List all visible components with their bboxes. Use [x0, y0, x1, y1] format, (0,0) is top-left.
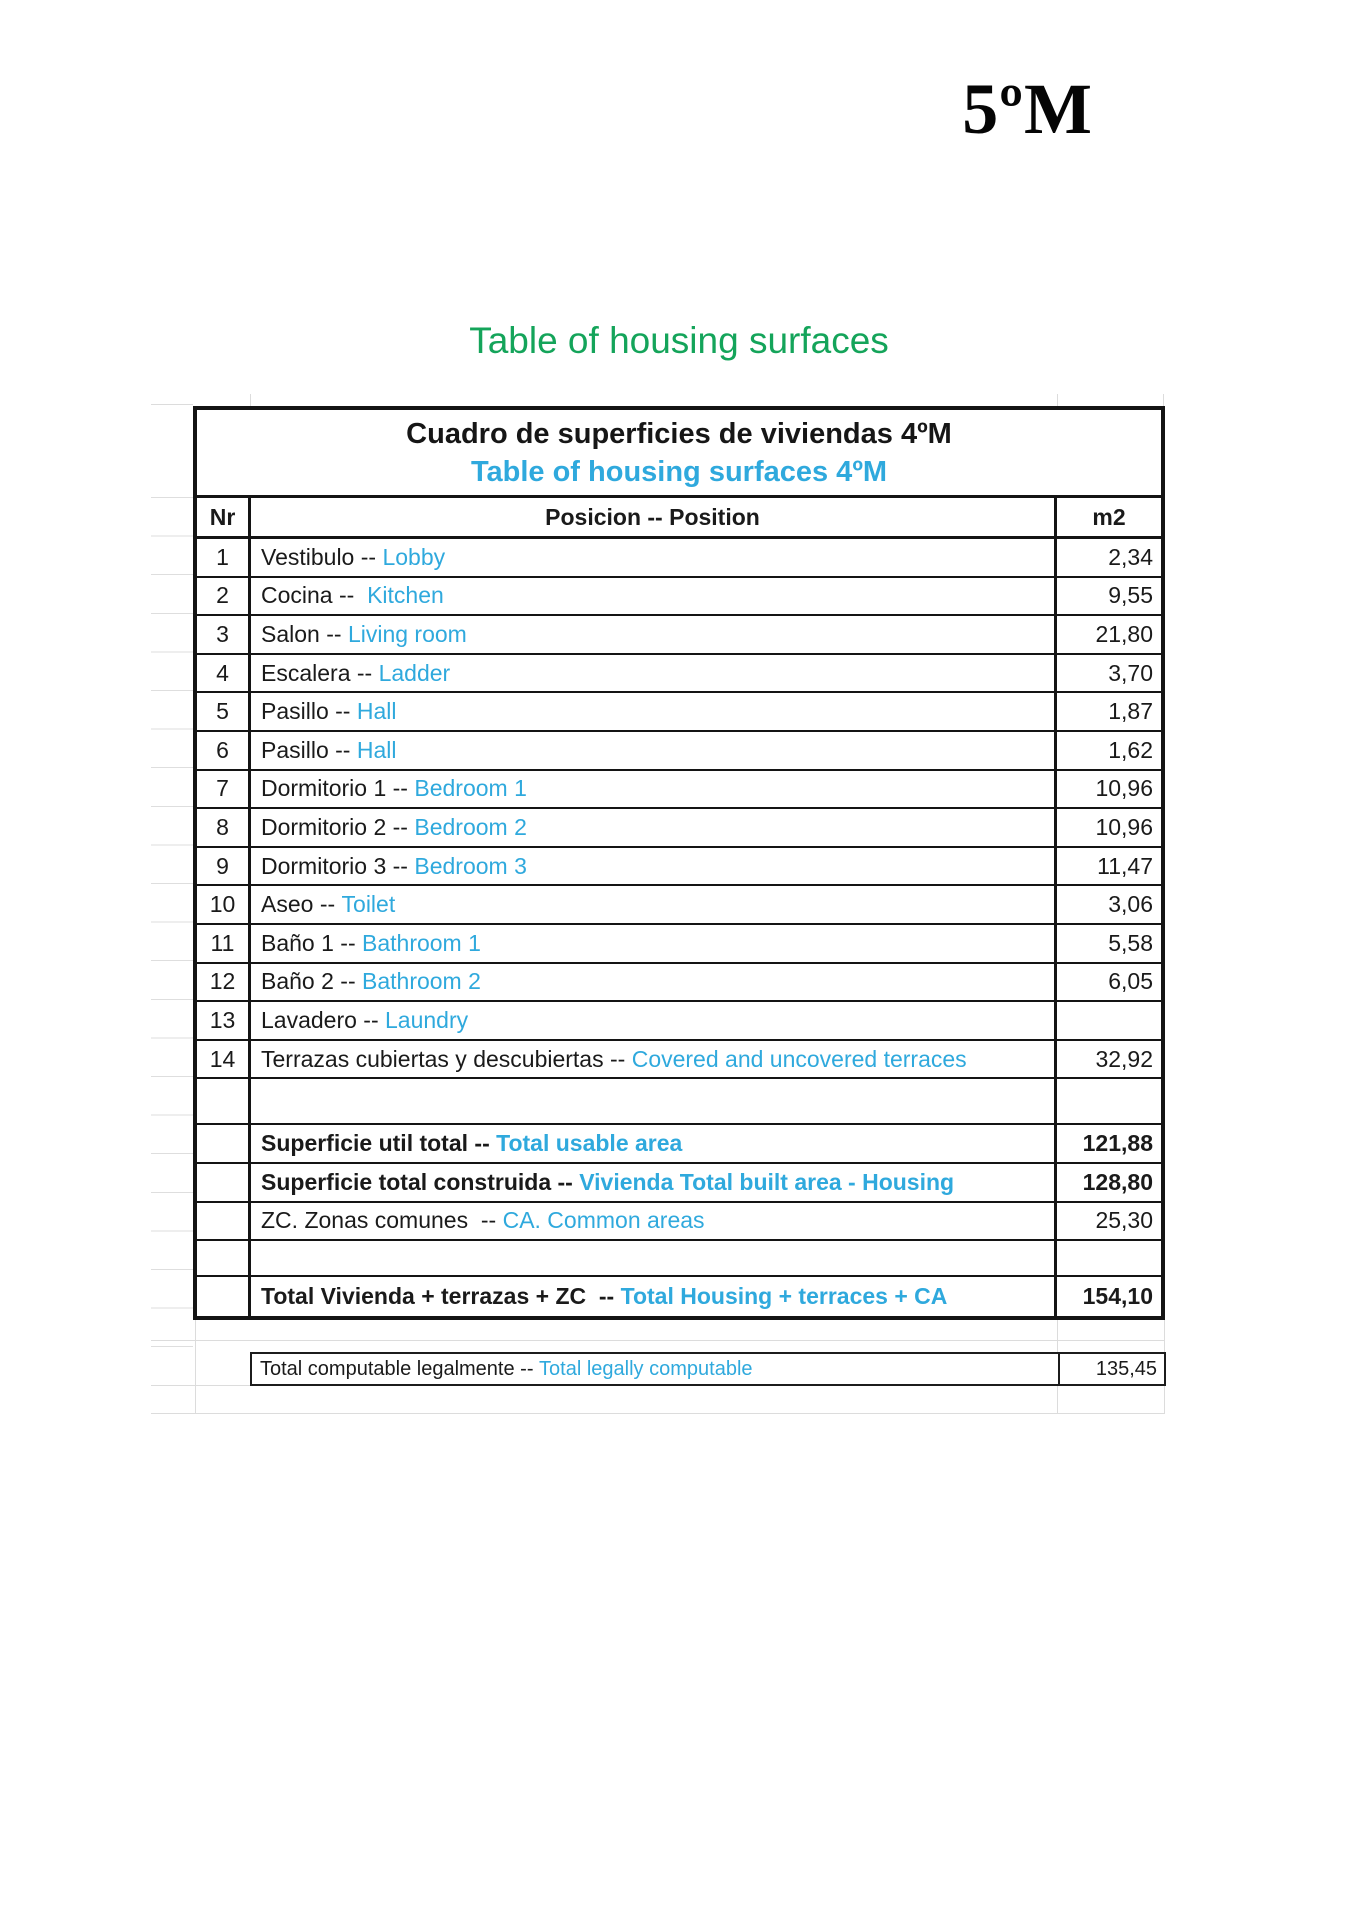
gridline — [1164, 1386, 1165, 1414]
table-row — [197, 925, 1161, 964]
row-label-english: Bedroom 1 — [414, 775, 527, 802]
row-label-english: Living room — [347, 620, 467, 647]
row-label-spanish: Baño 2 -- — [261, 968, 362, 995]
row-m2: 10,96 — [1054, 771, 1161, 808]
row-label-english: Vivienda Total built area - Housing — [579, 1168, 955, 1195]
row-label-english: Toilet — [341, 891, 396, 918]
row-label-english: Kitchen — [367, 582, 444, 609]
row-m2: 25,30 — [1054, 1203, 1161, 1240]
row-m2: 10,96 — [1054, 809, 1161, 846]
row-label-spanish: Dormitorio 1 -- — [261, 775, 415, 802]
row-label — [251, 732, 1054, 769]
total-label-spanish: Total Vivienda + terrazas + ZC -- — [261, 1283, 621, 1310]
row-m2: 9,55 — [1054, 578, 1161, 615]
row-label-english: Laundry — [385, 1006, 469, 1033]
header-cell-position: Posicion -- Position — [545, 503, 760, 530]
row-m2: 11,47 — [1054, 848, 1161, 885]
row-nr: 7 — [197, 771, 251, 808]
row-label-english: Hall — [356, 736, 397, 763]
table-row — [197, 964, 1161, 1003]
row-m2: 1,87 — [1054, 693, 1161, 730]
row-m2: 121,88 — [1054, 1125, 1161, 1162]
row-label-spanish: Pasillo -- — [261, 698, 357, 725]
row-nr: 14 — [197, 1041, 251, 1078]
gridline — [151, 404, 193, 405]
row-label-english: Bathroom 2 — [362, 968, 481, 995]
table-row — [197, 693, 1161, 732]
legally-computable-row — [250, 1352, 1166, 1386]
table-row — [197, 732, 1161, 771]
header-cell-m2: m2 — [1054, 498, 1161, 536]
row-label — [251, 1002, 1054, 1039]
table-row — [197, 848, 1161, 887]
page-corner-mark: 5ºM — [962, 69, 1093, 149]
gridline — [1057, 394, 1058, 406]
row-label-spanish: ZC. Zonas comunes -- — [261, 1207, 503, 1234]
row-label — [251, 539, 1054, 576]
gridline — [151, 1413, 1165, 1414]
row-label-english: Bedroom 2 — [414, 813, 527, 840]
row-nr — [197, 1203, 251, 1240]
total-label-english: Total Housing + terraces + CA — [620, 1283, 948, 1310]
row-label-spanish: Baño 1 -- — [261, 929, 362, 956]
gridline — [250, 394, 251, 406]
row-label — [251, 1164, 1054, 1201]
row-m2: 3,70 — [1054, 655, 1161, 692]
row-m2: 5,58 — [1054, 925, 1161, 962]
row-nr: 9 — [197, 848, 251, 885]
footer-label-english: Total legally computable — [539, 1357, 753, 1380]
row-m2: 1,62 — [1054, 732, 1161, 769]
row-nr: 2 — [197, 578, 251, 615]
row-nr: 3 — [197, 616, 251, 653]
row-label-english: Ladder — [378, 659, 451, 686]
row-label-english: Covered and uncovered terraces — [631, 1045, 967, 1072]
row-nr: 11 — [197, 925, 251, 962]
row-label-english: Lobby — [382, 543, 446, 570]
gridline — [195, 1317, 196, 1414]
row-label-spanish: Escalera -- — [261, 659, 379, 686]
gridline — [1057, 1386, 1058, 1414]
row-label-english: Bathroom 1 — [362, 929, 481, 956]
row-label — [251, 1203, 1054, 1240]
row-label-english: CA. Common areas — [502, 1207, 705, 1234]
row-label — [251, 1125, 1054, 1162]
spacer-row — [197, 1079, 1161, 1125]
gridline-left-ticks — [151, 497, 193, 1355]
row-nr: 12 — [197, 964, 251, 1001]
table-row — [197, 616, 1161, 655]
gridline — [151, 1340, 1165, 1341]
row-label-spanish: Lavadero -- — [261, 1006, 386, 1033]
row-label-spanish: Aseo -- — [261, 891, 342, 918]
page-heading: Table of housing surfaces — [469, 320, 889, 361]
row-nr: 1 — [197, 539, 251, 576]
table-row — [197, 771, 1161, 810]
table-row — [197, 809, 1161, 848]
row-nr: 4 — [197, 655, 251, 692]
row-label-spanish: Terrazas cubiertas y descubiertas -- — [261, 1045, 632, 1072]
row-nr: 8 — [197, 809, 251, 846]
footer-row-m2: 135,45 — [1058, 1354, 1164, 1384]
table-title-block — [197, 410, 1161, 498]
table-row — [197, 1203, 1161, 1242]
table-row — [197, 1164, 1161, 1203]
footer-row-label — [252, 1354, 1058, 1384]
row-label-english: Bedroom 3 — [414, 852, 527, 879]
row-label-spanish: Superficie total construida -- — [261, 1168, 580, 1195]
row-nr: 5 — [197, 693, 251, 730]
row-label — [251, 809, 1054, 846]
row-label — [251, 616, 1054, 653]
row-label-spanish: Pasillo -- — [261, 736, 357, 763]
table-row — [197, 1002, 1161, 1041]
row-m2: 3,06 — [1054, 886, 1161, 923]
row-nr — [197, 1164, 251, 1201]
row-label — [251, 1041, 1054, 1078]
row-label — [251, 655, 1054, 692]
table-row — [197, 886, 1161, 925]
footer-label-spanish: Total computable legalmente -- — [260, 1357, 540, 1380]
table-row — [197, 539, 1161, 578]
row-label-spanish: Dormitorio 2 -- — [261, 813, 415, 840]
row-label — [251, 578, 1054, 615]
gridline — [1057, 1317, 1058, 1352]
row-label-spanish: Dormitorio 3 -- — [261, 852, 415, 879]
row-label-spanish: Salon -- — [261, 620, 348, 647]
gridline — [1164, 1317, 1165, 1352]
table-row — [197, 655, 1161, 694]
row-m2 — [1054, 1002, 1161, 1039]
surfaces-table — [193, 406, 1165, 1320]
row-label — [251, 886, 1054, 923]
row-nr: 6 — [197, 732, 251, 769]
gridline — [1163, 394, 1164, 406]
table-title-english: Table of housing surfaces 4ºM — [470, 456, 888, 488]
row-label — [251, 771, 1054, 808]
row-label — [251, 693, 1054, 730]
row-label-english: Total usable area — [496, 1130, 683, 1157]
row-m2: 21,80 — [1054, 616, 1161, 653]
data-rows — [197, 539, 1161, 1079]
table-title-spanish: Cuadro de superficies de viviendas 4ºM — [406, 418, 952, 450]
gridline — [151, 1385, 250, 1386]
total-row-label — [251, 1277, 1054, 1316]
row-label — [251, 964, 1054, 1001]
row-label-english: Hall — [356, 698, 397, 725]
row-nr: 13 — [197, 1002, 251, 1039]
total-row-m2: 154,10 — [1054, 1277, 1161, 1316]
header-cell-nr: Nr — [197, 498, 251, 536]
row-label — [251, 925, 1054, 962]
row-nr: 10 — [197, 886, 251, 923]
total-row-nr — [197, 1277, 251, 1316]
table-row — [197, 1125, 1161, 1164]
row-m2: 6,05 — [1054, 964, 1161, 1001]
row-m2: 2,34 — [1054, 539, 1161, 576]
row-nr — [197, 1125, 251, 1162]
table-row — [197, 1041, 1161, 1080]
total-row — [197, 1277, 1161, 1316]
row-m2: 32,92 — [1054, 1041, 1161, 1078]
row-label-spanish: Superficie util total -- — [261, 1130, 497, 1157]
row-label-spanish: Vestibulo -- — [261, 543, 383, 570]
row-label-spanish: Cocina -- — [261, 582, 368, 609]
row-m2: 128,80 — [1054, 1164, 1161, 1201]
table-row — [197, 578, 1161, 617]
spacer-row — [197, 1241, 1161, 1277]
table-header-row — [197, 498, 1161, 539]
summary-rows — [197, 1125, 1161, 1241]
row-label — [251, 848, 1054, 885]
